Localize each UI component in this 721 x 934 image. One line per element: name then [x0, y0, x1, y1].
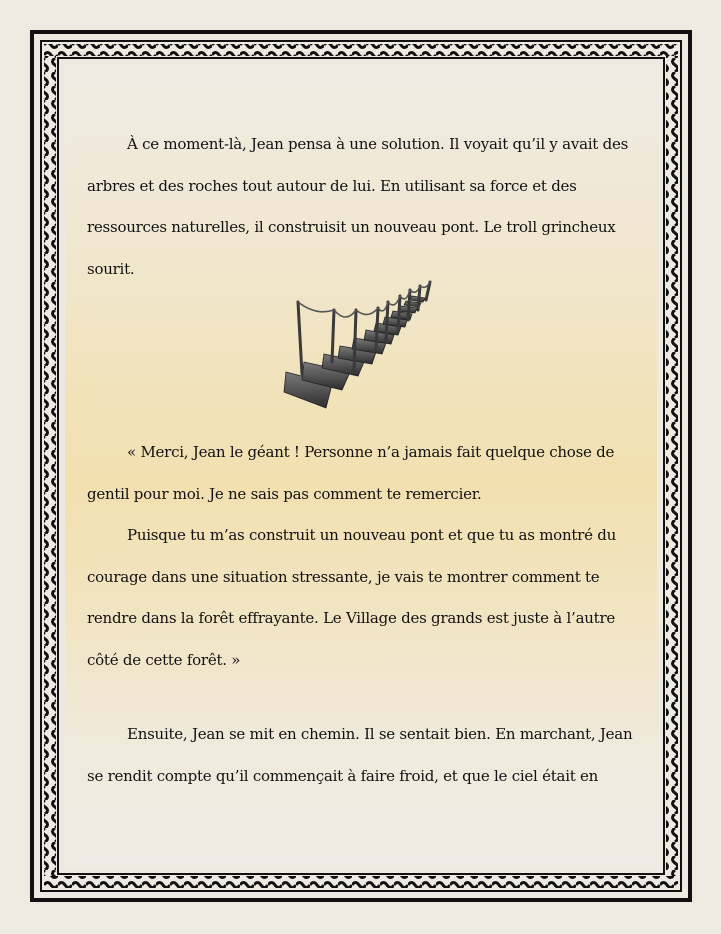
text-line: « Merci, Jean le géant ! Personne n’a jamais fait quelque chose de: [127, 443, 615, 461]
text-line: sourit.: [87, 259, 135, 278]
rope-bridge-illustration: [280, 280, 440, 412]
text-line: gentil pour moi. Je ne sais pas comment te remercier.: [87, 484, 482, 503]
paragraph-3: [87, 515, 647, 681]
text-line: À ce moment-là, Jean pensa à une solution. Il voyait qu’il y avait des: [127, 135, 629, 153]
text-line: Puisque tu m’as construit un nouveau pont et que tu as montré du: [127, 526, 616, 544]
text-line: courage dans une situation stressante, je vais te montrer comment te: [87, 567, 600, 586]
text-line: Ensuite, Jean se mit en chemin. Il se sentait bien. En marchant, Jean: [127, 725, 633, 743]
text-line: côté de cette forêt. »: [87, 650, 241, 669]
text-line: se rendit compte qu’il commençait à faire froid, et que le ciel était en: [87, 766, 599, 785]
paragraph-1: [87, 124, 647, 290]
text-line: arbres et des roches tout autour de lui. En utilisant sa force et des: [87, 176, 577, 195]
paragraph-2: [87, 432, 647, 515]
paragraph-4: [87, 714, 647, 797]
text-line: ressources naturelles, il construisit un nouveau pont. Le troll grincheux: [87, 218, 616, 236]
text-line: rendre dans la forêt effrayante. Le Village des grands est juste à l’autre: [87, 609, 615, 627]
